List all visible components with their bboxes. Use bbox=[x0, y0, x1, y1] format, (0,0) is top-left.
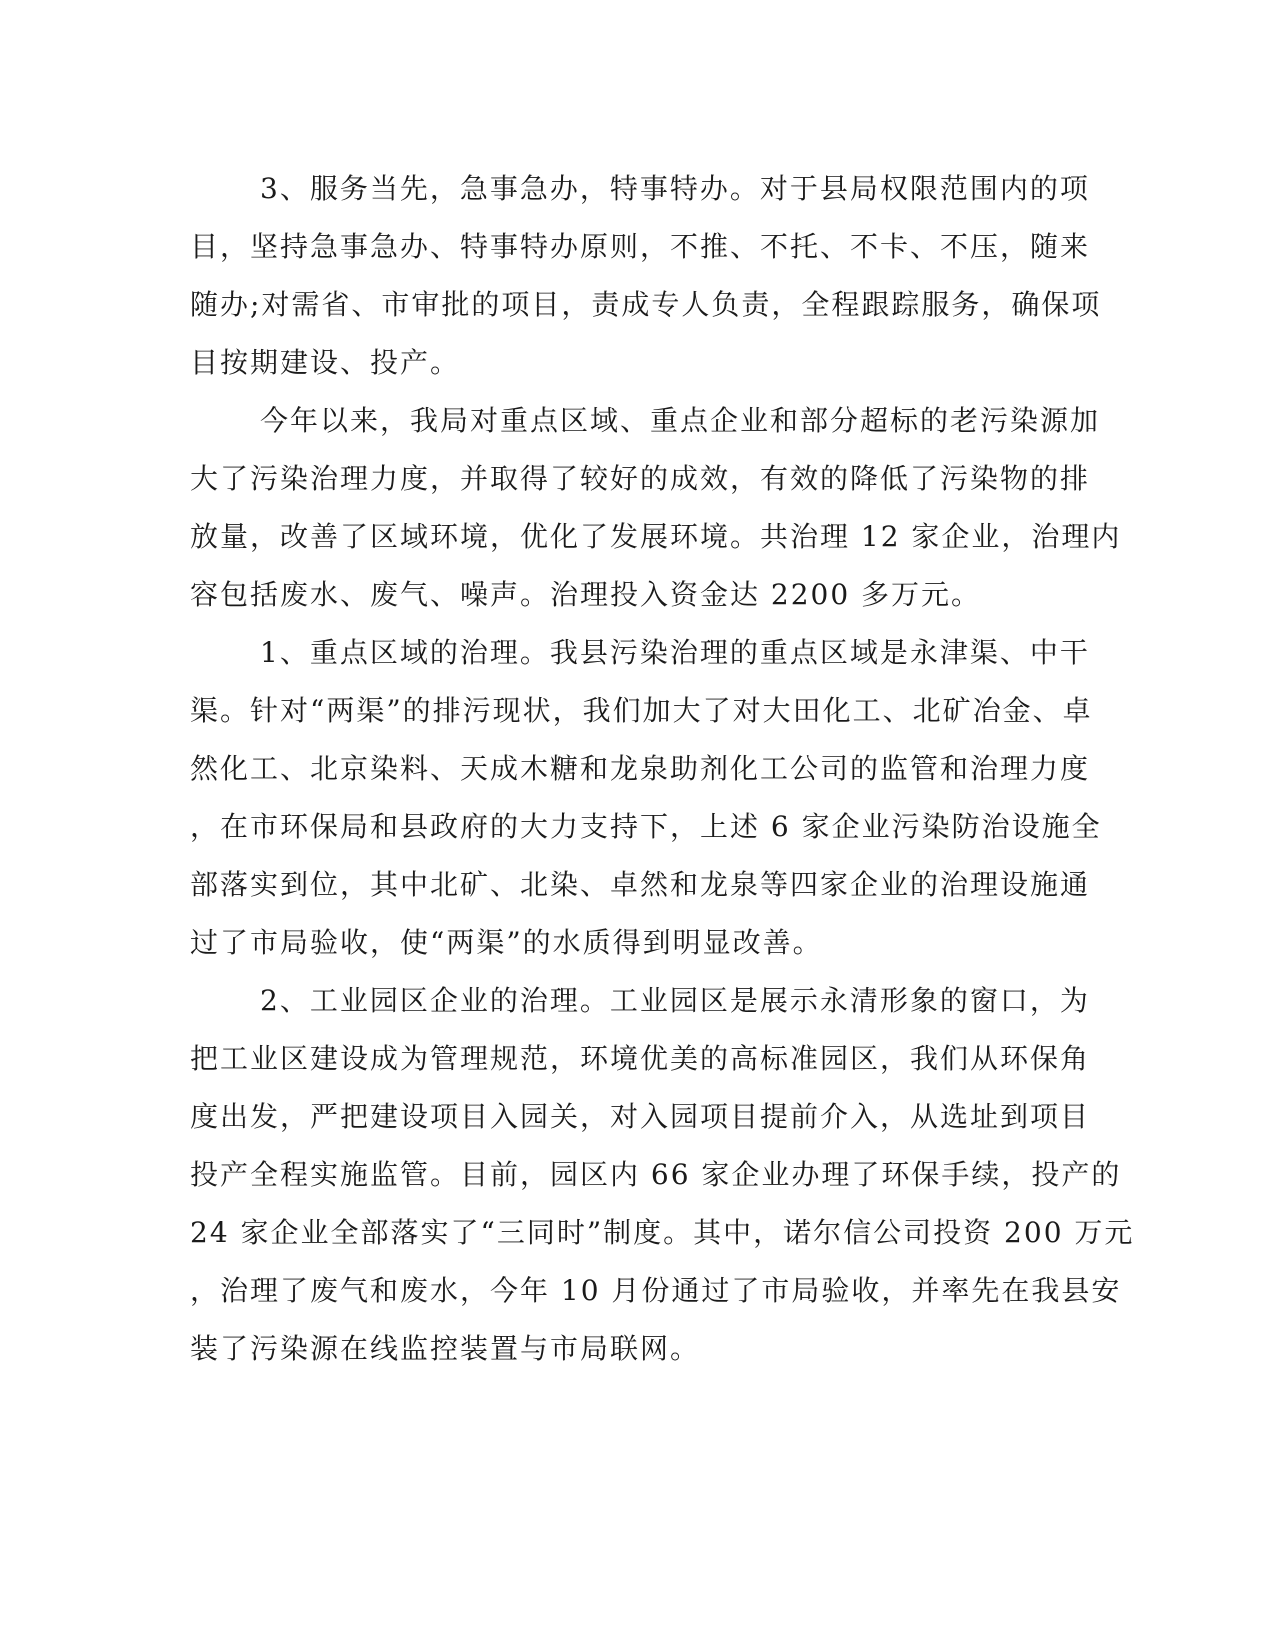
paragraph-line: 投产全程实施监管。目前，园区内 66 家企业办理了环保手续，投产的 bbox=[190, 1158, 1122, 1191]
paragraph-line: 容包括废水、废气、噪声。治理投入资金达 2200 多万元。 bbox=[190, 578, 982, 611]
paragraph-line: 24 家企业全部落实了“三同时”制度。其中，诺尔信公司投资 200 万元 bbox=[190, 1216, 1135, 1249]
paragraph-line: 2、工业园区企业的治理。工业园区是展示永清形象的窗口，为 bbox=[260, 984, 1090, 1017]
paragraph-line: 随办;对需省、市审批的项目，责成专人负责，全程跟踪服务，确保项 bbox=[190, 288, 1102, 321]
paragraph-line: 3、服务当先，急事急办，特事特办。对于县局权限范围内的项 bbox=[260, 172, 1090, 205]
paragraph-line: 放量，改善了区域环境，优化了发展环境。共治理 12 家企业，治理内 bbox=[190, 520, 1122, 553]
paragraph-line: 然化工、北京染料、天成木糖和龙泉助剂化工公司的监管和治理力度 bbox=[190, 752, 1091, 785]
paragraph-line: 今年以来，我局对重点区域、重点企业和部分超标的老污染源加 bbox=[260, 404, 1101, 437]
paragraph-line: 把工业区建设成为管理规范，环境优美的高标准园区，我们从环保角 bbox=[190, 1042, 1091, 1075]
document-body bbox=[190, 160, 1135, 1378]
paragraph-line: 大了污染治理力度，并取得了较好的成效，有效的降低了污染物的排 bbox=[190, 462, 1091, 495]
paragraph-line: 过了市局验收，使“两渠”的水质得到明显改善。 bbox=[190, 926, 823, 959]
paragraph-line: 目按期建设、投产。 bbox=[190, 346, 461, 379]
paragraph-line: 部落实到位，其中北矿、北染、卓然和龙泉等四家企业的治理设施通 bbox=[190, 868, 1091, 901]
paragraph-line: 目，坚持急事急办、特事特办原则，不推、不托、不卡、不压，随来 bbox=[190, 230, 1091, 263]
paragraph-industrial-park bbox=[190, 972, 1135, 1378]
paragraph-line: 度出发，严把建设项目入园关，对入园项目提前介入，从选址到项目 bbox=[190, 1100, 1091, 1133]
paragraph-this-year bbox=[190, 392, 1122, 624]
paragraph-line: 渠。针对“两渠”的排污现状，我们加大了对大田化工、北矿冶金、卓 bbox=[190, 694, 1093, 727]
paragraph-line: 1、重点区域的治理。我县污染治理的重点区域是永津渠、中干 bbox=[260, 636, 1090, 669]
paragraph-service-first bbox=[190, 160, 1102, 392]
paragraph-line: 装了污染源在线监控装置与市局联网。 bbox=[190, 1332, 701, 1365]
paragraph-key-area bbox=[190, 624, 1102, 972]
paragraph-line: ，在市环保局和县政府的大力支持下，上述 6 家企业污染防治设施全 bbox=[190, 810, 1102, 843]
paragraph-line: ，治理了废气和废水，今年 10 月份通过了市局验收，并率先在我县安 bbox=[190, 1274, 1122, 1307]
